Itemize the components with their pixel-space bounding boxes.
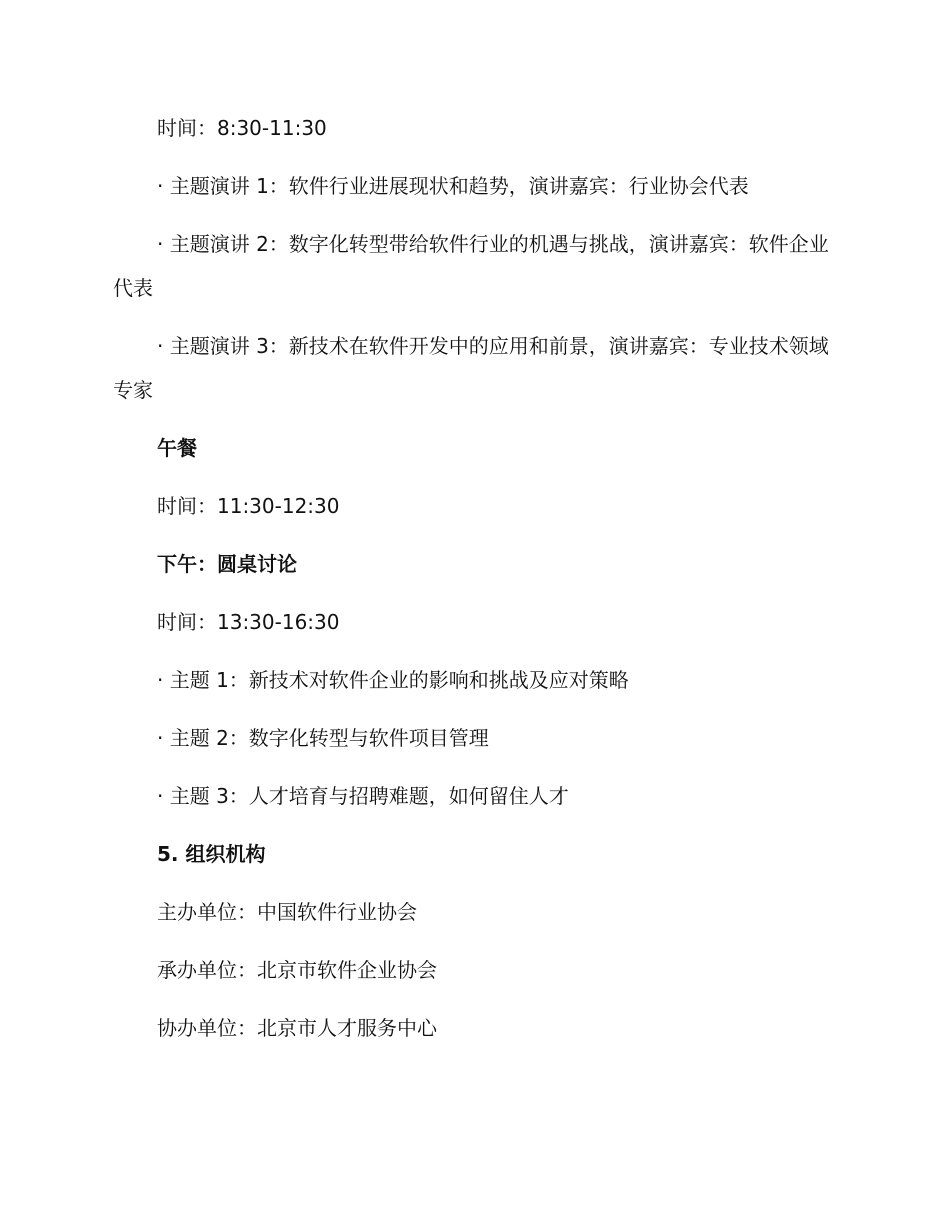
afternoon-heading: 下午：圆桌讨论	[157, 552, 297, 576]
lunch-heading: 午餐	[157, 436, 197, 460]
document-body	[113, 106, 840, 1064]
host-organization: 主办单位：中国软件行业协会	[157, 900, 417, 924]
organizer-unit: 承办单位：北京市软件企业协会	[157, 958, 437, 982]
keynote-1: · 主题演讲 1：软件行业进展现状和趋势，演讲嘉宾：行业协会代表	[157, 174, 749, 198]
co-organizer-unit: 协办单位：北京市人才服务中心	[157, 1016, 437, 1040]
keynote-2: · 主题演讲 2：数字化转型带给软件行业的机遇与挑战，演讲嘉宾：软件企业代表	[113, 232, 829, 300]
keynote-3: · 主题演讲 3：新技术在软件开发中的应用和前景，演讲嘉宾：专业技术领域专家	[113, 334, 829, 402]
topic-3: · 主题 3：人才培育与招聘难题，如何留住人才	[157, 784, 569, 808]
topic-2: · 主题 2：数字化转型与软件项目管理	[157, 726, 489, 750]
topic-1: · 主题 1：新技术对软件企业的影响和挑战及应对策略	[157, 668, 629, 692]
organization-heading: 5. 组织机构	[157, 842, 266, 866]
time-lunch: 时间：11:30-12:30	[157, 494, 340, 518]
time-afternoon: 时间：13:30-16:30	[157, 610, 340, 634]
time-morning: 时间：8:30-11:30	[157, 116, 327, 140]
